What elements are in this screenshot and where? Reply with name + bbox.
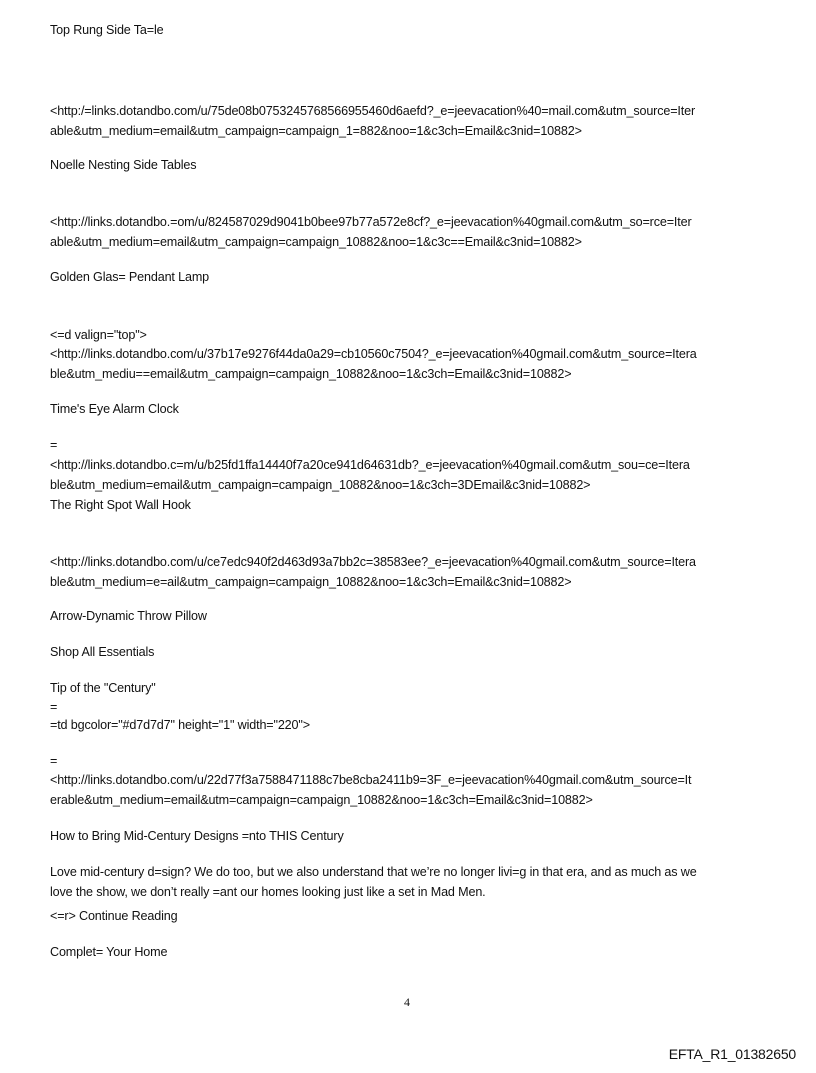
product-title: The Right Spot Wall Hook — [50, 498, 191, 512]
html-fragment: = — [50, 700, 58, 714]
link-url[interactable]: <http://links.dotandbo.com/u/ce7edc940f2d463d93a7bb2c=38583ee?_e=jeevacation%40gmail.com&utm_source=Itera — [50, 555, 696, 569]
link-url[interactable]: <http://links.dotandbo.c=m/u/b25fd1ffa14440f7a20ce941d64631db?_e=jeevacation%40gmail.com&utm_sou=ce=Itera — [50, 458, 690, 472]
article-body: Love mid-century d=sign? We do too, but we also understand that we’re no longer livi=g in that era, and as much as we — [50, 865, 697, 879]
bates-number: EFTA_R1_01382650 — [668, 1046, 796, 1062]
html-fragment: = — [50, 438, 58, 452]
link-url-cont[interactable]: ble&utm_mediu==email&utm_campaign=campaign_10882&noo=1&c3ch=Email&c3nid=10882> — [50, 367, 572, 381]
article-title: How to Bring Mid-Century Designs =nto THIS Century — [50, 829, 344, 843]
continue-reading-link[interactable]: <=r> Continue Reading — [50, 909, 178, 923]
link-url[interactable]: <http://links.dotandbo.com/u/37b17e9276f44da0a29=cb10560c7504?_e=jeevacation%40gmail.com&utm_source=Itera — [50, 347, 697, 361]
article-body-cont: love the show, we don’t really =ant our homes looking just like a set in Mad Men. — [50, 885, 486, 899]
link-url-cont[interactable]: able&utm_medium=email&utm_campaign=campaign_10882&noo=1&c3c==Email&c3nid=10882> — [50, 235, 582, 249]
link-url-cont[interactable]: able&utm_medium=email&utm_campaign=campaign_1=882&noo=1&c3ch=Email&c3nid=10882> — [50, 124, 582, 138]
html-fragment: <=d valign="top"> — [50, 328, 147, 342]
html-fragment: = — [50, 754, 58, 768]
shop-all-link[interactable]: Shop All Essentials — [50, 645, 155, 659]
link-url-cont[interactable]: ble&utm_medium=email&utm_campaign=campaign_10882&noo=1&c3ch=3DEmail&c3nid=10882> — [50, 478, 591, 492]
product-title: Top Rung Side Ta=le — [50, 23, 164, 37]
html-fragment: =td bgcolor="#d7d7d7" height="1" width="220"> — [50, 718, 310, 732]
link-url[interactable]: <http:/=links.dotandbo.com/u/75de08b0753245768566955460d6aefd?_e=jeevacation%40=mail.com&utm_source=Iter — [50, 104, 696, 118]
section-heading: Tip of the "Century" — [50, 681, 156, 695]
product-title: Time's Eye Alarm Clock — [50, 402, 179, 416]
section-heading: Complet= Your Home — [50, 945, 168, 959]
link-url-cont[interactable]: ble&utm_medium=e=ail&utm_campaign=campaign_10882&noo=1&c3ch=Email&c3nid=10882> — [50, 575, 572, 589]
product-title: Arrow-Dynamic Throw Pillow — [50, 609, 207, 623]
link-url[interactable]: <http://links.dotandbo.=om/u/824587029d9041b0bee97b77a572e8cf?_e=jeevacation%40gmail.com&utm_so=rce=Iter — [50, 215, 692, 229]
product-title: Golden Glas= Pendant Lamp — [50, 270, 210, 284]
link-url[interactable]: <http://links.dotandbo.com/u/22d77f3a7588471188c7be8cba2411b9=3F_e=jeevacation%40gmail.com&utm_source=It — [50, 773, 692, 787]
product-title: Noelle Nesting Side Tables — [50, 158, 197, 172]
link-url-cont[interactable]: erable&utm_medium=email&utm=campaign=campaign_10882&noo=1&c3ch=Email&c3nid=10882> — [50, 793, 593, 807]
page-number: 4 — [404, 995, 410, 1009]
